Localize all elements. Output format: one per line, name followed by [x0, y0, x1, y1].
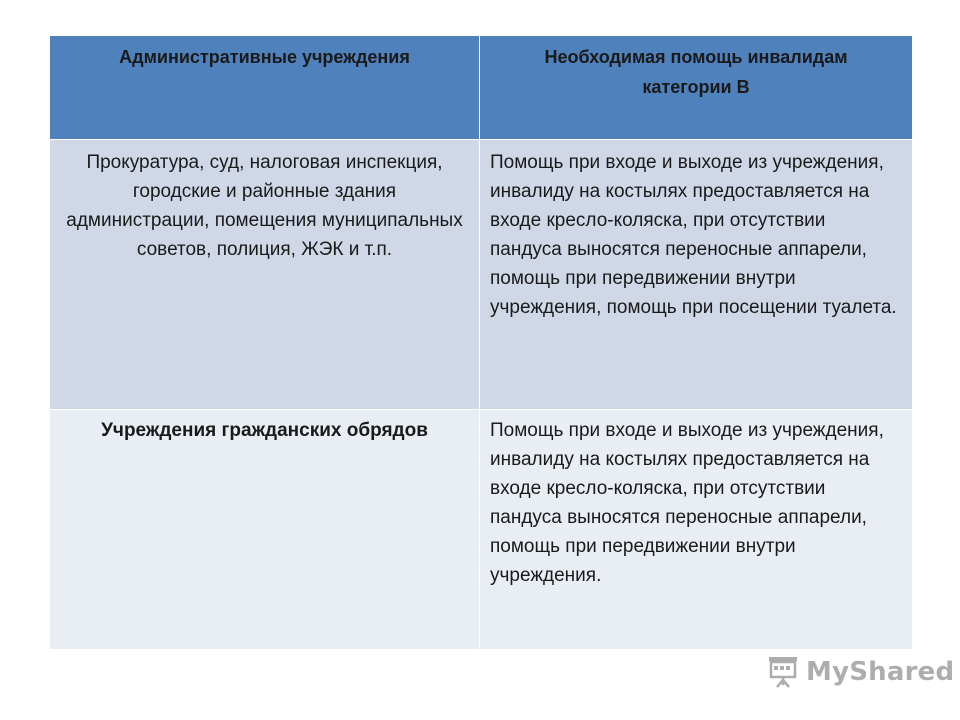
table-row [50, 140, 913, 410]
help-cell: Помощь при входе и выходе из учреждения, инвалиду на костылях предоставляется на входе кресло-коляска, при отсутствии пандуса выносятся переносные аппарели, помощь при передвижении внутри учреждения. [480, 410, 913, 650]
table-row [50, 410, 913, 650]
myshared-watermark [766, 655, 954, 689]
presentation-board-icon [766, 655, 800, 689]
header-institutions: Административные учреждения [50, 36, 480, 140]
header-required-help: Необходимая помощь инвалидам категории В [480, 36, 913, 140]
institution-cell: Учреждения гражданских обрядов [50, 410, 480, 650]
help-cell: Помощь при входе и выходе из учреждения, инвалиду на костылях предоставляется на входе кресло-коляска, при отсутствии пандуса выносятся переносные аппарели, помощь при передвижении внутри учреждения, помощь при посещении туалета. [480, 140, 913, 410]
info-table [49, 35, 913, 650]
watermark-text: MyShared [806, 657, 955, 687]
institution-cell: Прокуратура, суд, налоговая инспекция, городские и районные здания администрации, помещения муниципальных советов, полиция, ЖЭК и т.п. [50, 140, 480, 410]
table-header-row [50, 36, 913, 140]
